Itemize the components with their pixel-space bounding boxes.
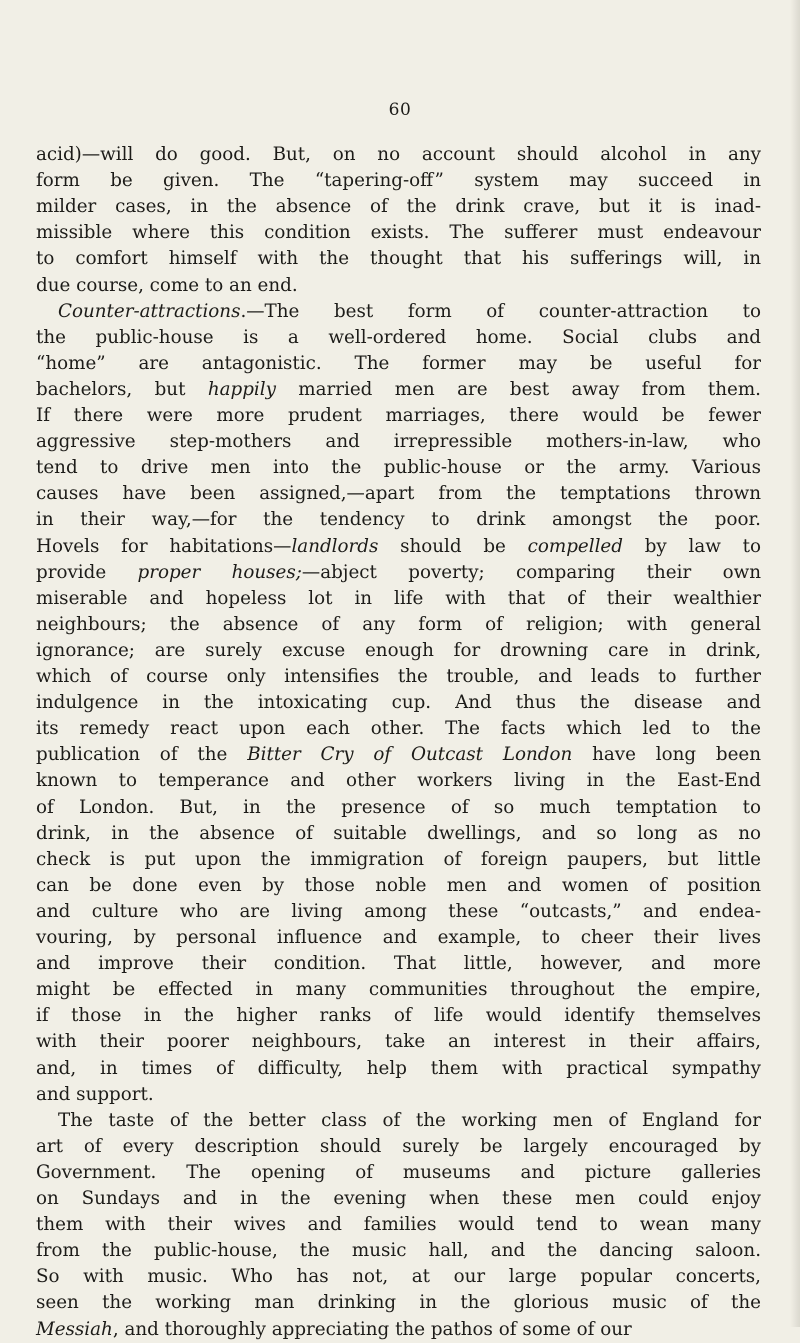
text-line: form be given. The “tapering-off” system may succeed in <box>36 170 761 192</box>
text-line: missible where this condition exists. The sufferer must endeavour <box>36 222 761 244</box>
text-line: due course, come to an end. <box>36 274 298 296</box>
text-line: on Sundays and in the evening when these men could enjoy <box>36 1188 761 1209</box>
text-line: bachelors, but happily married men are best away from them. <box>36 378 761 400</box>
text-line: milder cases, in the absence of the drink crave, but it is inad- <box>36 196 761 218</box>
text-line: if those in the higher ranks of life would identify themselves <box>36 1005 761 1027</box>
text-line: “home” are antagonistic. The former may be useful for <box>36 352 761 374</box>
text-line: ignorance; are surely excuse enough for drowning care in drink, <box>36 639 761 661</box>
text-line: vouring, by personal influence and example, to cheer their lives <box>36 927 761 948</box>
text-line: Messiah, and thoroughly appreciating the pathos of some of our <box>36 1318 632 1340</box>
text-line: and improve their condition. That little, however, and more <box>36 953 761 975</box>
text-line: and culture who are living among these “outcasts,” and endea- <box>36 900 761 922</box>
text-line: seen the working man drinking in the glorious music of the <box>36 1292 761 1314</box>
text-line: the public-house is a well-ordered home. Social clubs and <box>36 326 761 348</box>
text-line: So with music. Who has not, at our large popular concerts, <box>36 1266 761 1288</box>
italic-phrase: Messiah <box>36 1318 113 1340</box>
text-line: drink, in the absence of suitable dwellings, and so long as no <box>36 822 761 844</box>
italic-phrase: landlords <box>291 535 379 557</box>
text-line: of London. But, in the presence of so much temptation to <box>36 796 761 818</box>
text-line: aggressive step-mothers and irrepressible mothers-in-law, who <box>36 431 761 453</box>
italic-phrase: happily <box>207 378 276 400</box>
text-line: provide proper houses;—abject poverty; comparing their own <box>36 561 761 583</box>
text-line: acid)—will do good. But, on no account should alcohol in any <box>36 144 761 165</box>
page-number: 60 <box>388 100 412 120</box>
text-line: them with their wives and families would tend to wean many <box>36 1214 761 1236</box>
text-line: to comfort himself with the thought that his sufferings will, in <box>36 248 761 270</box>
text-line: If there were more prudent marriages, there would be fewer <box>36 405 761 426</box>
text-line: tend to drive men into the public-house or the army. Various <box>36 457 761 479</box>
text-line: known to temperance and other workers living in the East-End <box>36 770 761 792</box>
text-line: The taste of the better class of the working men of England for <box>58 1109 761 1131</box>
page-edge-shadow <box>790 0 800 1327</box>
italic-phrase: compelled <box>527 535 623 557</box>
text-line: publication of the Bitter Cry of Outcast London have long been <box>36 744 761 766</box>
text-line: from the public-house, the music hall, and the dancing saloon. <box>36 1240 761 1262</box>
text-line: Counter-attractions.—The best form of counter-attraction to <box>58 300 761 322</box>
text-line: Hovels for habitations—landlords should be compelled by law to <box>36 535 761 557</box>
text-line: might be effected in many communities throughout the empire, <box>36 979 761 1001</box>
text-line: its remedy react upon each other. The facts which led to the <box>36 718 761 740</box>
text-line: indulgence in the intoxicating cup. And thus the disease and <box>36 692 761 714</box>
italic-phrase: Counter-attractions <box>58 300 241 322</box>
text-line: and support. <box>36 1083 154 1105</box>
italic-phrase: Bitter Cry of Outcast London <box>247 744 573 766</box>
text-line: can be done even by those noble men and women of position <box>36 874 761 896</box>
text-line: and, in times of difficulty, help them with practical sympathy <box>36 1057 761 1079</box>
italic-phrase: proper houses; <box>137 561 302 583</box>
text-line: Government. The opening of museums and picture galleries <box>36 1161 761 1183</box>
text-line: causes have been assigned,—apart from the temptations thrown <box>36 483 761 505</box>
text-line: neighbours; the absence of any form of religion; with general <box>36 613 761 635</box>
text-line: with their poorer neighbours, take an interest in their affairs, <box>36 1031 761 1053</box>
text-line: in their way,—for the tendency to drink amongst the poor. <box>36 509 761 531</box>
text-line: art of every description should surely be largely encouraged by <box>36 1135 761 1157</box>
text-line: which of course only intensifies the trouble, and leads to further <box>36 666 761 687</box>
text-line: check is put upon the immigration of foreign paupers, but little <box>36 848 761 870</box>
text-line: miserable and hopeless lot in life with that of their wealthier <box>36 587 761 609</box>
